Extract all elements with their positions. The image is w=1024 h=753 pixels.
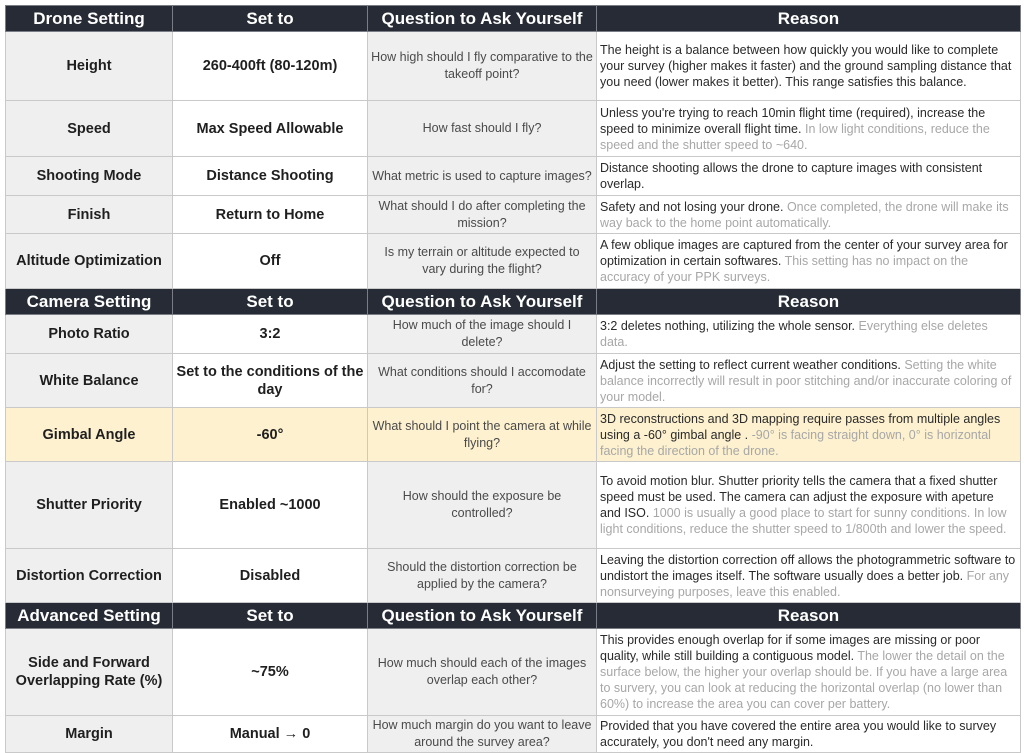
setting-name: Shooting Mode: [6, 157, 173, 196]
setting-reason: [597, 716, 1021, 753]
setting-question: How high should I fly comparative to the takeoff point?: [368, 32, 597, 101]
reason-note: Everything else deletes data.: [600, 319, 988, 349]
setting-reason: [597, 315, 1021, 354]
setting-name: Speed: [6, 101, 173, 157]
setting-name: Gimbal Angle: [6, 408, 173, 462]
reason-text: Adjust the setting to reflect current weather conditions.: [600, 357, 901, 372]
column-header-reason: Reason: [597, 289, 1021, 315]
setting-value: Manual → 0: [173, 716, 368, 753]
setting-reason: [597, 101, 1021, 157]
setting-value: Max Speed Allowable: [173, 101, 368, 157]
setting-reason: [597, 234, 1021, 289]
table-row: [6, 315, 1021, 354]
setting-question: How much of the image should I delete?: [368, 315, 597, 354]
table-row: [6, 157, 1021, 196]
setting-reason: [597, 549, 1021, 603]
reason-text: 3D reconstructions and 3D mapping require passes from multiple angles using a -60° gimbal angle .: [600, 411, 1001, 442]
drone-settings-table: [5, 5, 1021, 753]
column-header-reason: Reason: [597, 6, 1021, 32]
setting-question: Is my terrain or altitude expected to vary during the flight?: [368, 234, 597, 289]
reason-note: The lower the detail on the surface below, the higher your overlap should be. If you have a large area to survery, you can look at reducing the horizontal overlap (no lower than 60%) to increase the area you can cover per battery.: [600, 649, 1008, 711]
table-row: [6, 234, 1021, 289]
column-header-reason: Reason: [597, 603, 1021, 629]
column-header-set-to: Set to: [173, 289, 368, 315]
setting-value: Off: [173, 234, 368, 289]
section-header-drone: [6, 6, 1021, 32]
setting-name: Side and Forward Overlapping Rate (%): [6, 629, 173, 716]
table-row: [6, 32, 1021, 101]
setting-question: How much margin do you want to leave around the survey area?: [368, 716, 597, 753]
setting-name: Photo Ratio: [6, 315, 173, 354]
setting-reason: [597, 157, 1021, 196]
setting-name: Shutter Priority: [6, 462, 173, 549]
section-title: Drone Setting: [6, 6, 173, 32]
setting-question: What metric is used to capture images?: [368, 157, 597, 196]
table-row: [6, 629, 1021, 716]
reason-text: Provided that you have covered the entire area you would like to survey accurately, you don't need any margin.: [600, 719, 997, 749]
reason-text: The height is a balance between how quickly you would like to complete your survey (higher makes it faster) and the ground sampling distance that you need (lower makes it better). This range satisfies this balance.: [600, 43, 1012, 89]
section-header-advanced: [6, 603, 1021, 629]
setting-value: Distance Shooting: [173, 157, 368, 196]
table-row: [6, 354, 1021, 408]
table-row: [6, 196, 1021, 234]
setting-value: Return to Home: [173, 196, 368, 234]
setting-value: Set to the conditions of the day: [173, 354, 368, 408]
reason-note: Setting the white balance incorrectly will result in poor stitching and/or inaccurate coloring of your model.: [600, 357, 1012, 404]
section-title: Advanced Setting: [6, 603, 173, 629]
reason-note: -90° is facing straight down, 0° is horizontal facing the direction of the drone.: [600, 427, 991, 458]
setting-value: ~75%: [173, 629, 368, 716]
reason-text: This provides enough overlap for if some images are missing or poor quality, while still building a contiguous model.: [600, 633, 981, 663]
setting-value: Enabled ~1000: [173, 462, 368, 549]
table-row: [6, 462, 1021, 549]
setting-reason: [597, 354, 1021, 408]
setting-name: Distortion Correction: [6, 549, 173, 603]
reason-text: A few oblique images are captured from the center of your survey area for optimization in certain softwares.: [600, 238, 1008, 268]
setting-reason: [597, 32, 1021, 101]
column-header-question: Question to Ask Yourself: [368, 289, 597, 315]
reason-note: In low light conditions, reduce the speed and the shutter speed to ~640.: [600, 121, 990, 152]
setting-question: How much should each of the images overlap each other?: [368, 629, 597, 716]
section-title: Camera Setting: [6, 289, 173, 315]
section-header-camera: [6, 289, 1021, 315]
reason-text: Distance shooting allows the drone to capture images with consistent overlap.: [600, 161, 983, 191]
setting-question: What should I do after completing the mission?: [368, 196, 597, 234]
setting-question: What should I point the camera at while flying?: [368, 408, 597, 462]
reason-note: For any nonsurveying purposes, leave this enabled.: [600, 568, 1010, 599]
reason-text: To avoid motion blur. Shutter priority tells the camera that a fixed shutter speed must be used. The camera can adjust the exposure with apeture and ISO.: [600, 474, 998, 520]
setting-question: How should the exposure be controlled?: [368, 462, 597, 549]
setting-value: -60°: [173, 408, 368, 462]
setting-value: 3:2: [173, 315, 368, 354]
setting-question: Should the distortion correction be applied by the camera?: [368, 549, 597, 603]
reason-text: 3:2 deletes nothing, utilizing the whole sensor.: [600, 319, 856, 333]
setting-reason: [597, 408, 1021, 462]
reason-text: Leaving the distortion correction off allows the photogrammetric software to undistort the images itself. The software usually does a better job.: [600, 552, 1016, 583]
table-row: [6, 716, 1021, 753]
setting-reason: [597, 629, 1021, 716]
column-header-set-to: Set to: [173, 6, 368, 32]
setting-name: White Balance: [6, 354, 173, 408]
setting-reason: [597, 462, 1021, 549]
table-row: [6, 101, 1021, 157]
setting-value: Disabled: [173, 549, 368, 603]
reason-text: Safety and not losing your drone.: [600, 199, 784, 214]
setting-reason: [597, 196, 1021, 234]
column-header-question: Question to Ask Yourself: [368, 603, 597, 629]
setting-name: Height: [6, 32, 173, 101]
reason-note: This setting has no impact on the accuracy of your PPK surveys.: [600, 254, 969, 284]
column-header-question: Question to Ask Yourself: [368, 6, 597, 32]
table-row-highlighted: [6, 408, 1021, 462]
setting-question: How fast should I fly?: [368, 101, 597, 157]
setting-question: What conditions should I accomodate for?: [368, 354, 597, 408]
column-header-set-to: Set to: [173, 603, 368, 629]
setting-name: Altitude Optimization: [6, 234, 173, 289]
setting-name: Finish: [6, 196, 173, 234]
setting-name: Margin: [6, 716, 173, 753]
reason-note: Once completed, the drone will make its way back to the home point automatically.: [600, 199, 1009, 230]
reason-text: Unless you're trying to reach 10min flight time (required), increase the speed to minimize overall flight time.: [600, 105, 986, 136]
reason-note: 1000 is usually a good place to start for sunny conditions. In low light conditions, reduce the shutter speed to 1/800th and lower the speed.: [600, 506, 1007, 536]
table-row: [6, 549, 1021, 603]
setting-value: 260-400ft (80-120m): [173, 32, 368, 101]
